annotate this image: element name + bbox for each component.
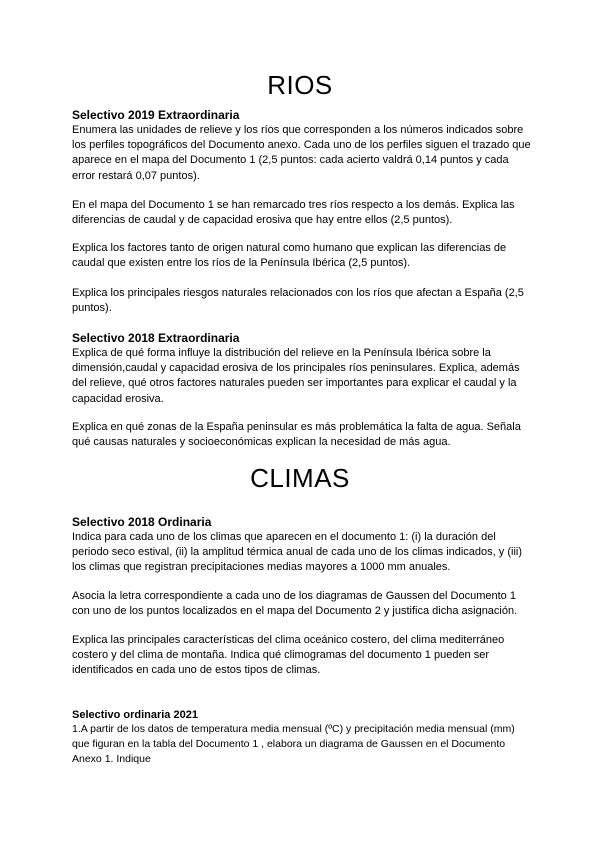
section-heading: Selectivo 2018 Extraordinaria	[72, 331, 240, 345]
paragraph: Explica los factores tanto de origen natural como humano que explican las diferencias de caudal que existen entre los ríos de la Península Ibérica (2,5 puntos).	[72, 242, 507, 270]
climas-section-2018	[72, 515, 532, 576]
rios-title: RIOS	[267, 70, 333, 100]
paragraph: 1.A partir de los datos de temperatura media mensual (ºC) y precipitación media mensual (mm) que figuran en la tabla del Documento 1 , elabora un diagrama de Gaussen en el Documento Anexo 1. Indique	[72, 723, 515, 765]
climas-title: CLIMAS	[250, 463, 350, 493]
rios-2019-q3	[72, 241, 532, 271]
climas-section-2021	[72, 708, 532, 767]
section-heading: Selectivo 2019 Extraordinaria	[72, 108, 240, 122]
section-heading: Selectivo 2018 Ordinaria	[72, 515, 212, 529]
paragraph: Explica en qué zonas de la España peninsular es más problemática la falta de agua. Señala qué causas naturales y socioeconómicas explican la necesidad de más agua.	[72, 421, 521, 449]
paragraph: Indica para cada uno de los climas que aparecen en el documento 1: (i) la duración del periodo seco estival, (ii) la amplitud térmica anual de cada uno de los climas indicados, y (iii) los climas que registran precipitaciones medias mayores a 1000 mm anuales.	[72, 531, 522, 574]
paragraph: Explica las principales características del clima oceánico costero, del clima mediterráneo costero y del clima de montaña. Indica qué climogramas del documento 1 pueden ser identificados en cada uno de estos tipos de climas.	[72, 634, 505, 677]
paragraph: Explica de qué forma influye la distribución del relieve en la Península Ibérica sobre la dimensión,caudal y capacidad erosiva de los principales ríos peninsulares. Explica, además del relieve, qué otros factores naturales pueden ser importantes para explicar el caudal y la capacidad erosiva.	[72, 347, 520, 405]
paragraph: Asocia la letra correspondiente a cada uno de los diagramas de Gaussen del Documento 1 con uno de los puntos localizados en el mapa del Documento 2 y justifica dicha asignación.	[72, 590, 518, 618]
paragraph: Enumera las unidades de relieve y los ríos que corresponden a los números indicados sobre los perfiles topográficos del Documento anexo. Cada uno de los perfiles siguen el trazado que aparece en el mapa del Documento 1 (2,5 puntos: cada acierto valdrá 0,14 puntos y cada error restará 0,07 puntos).	[72, 124, 531, 182]
paragraph: En el mapa del Documento 1 se han remarcado tres ríos respecto a los demás. Explica las diferencias de caudal y de capacidad erosiva que hay entre ellos (2,5 puntos).	[72, 199, 515, 227]
paragraph: Explica los principales riesgos naturales relacionados con los ríos que afectan a España (2,5 puntos).	[72, 287, 524, 315]
climas-2018-q2	[72, 589, 532, 619]
rios-section-2018	[72, 331, 532, 407]
rios-2019-q4	[72, 286, 532, 316]
rios-2019-q2	[72, 198, 532, 228]
rios-section-2019	[72, 108, 532, 184]
rios-2018-q2	[72, 420, 532, 450]
section-heading: Selectivo ordinaria 2021	[72, 709, 198, 721]
climas-2018-q3	[72, 633, 532, 679]
